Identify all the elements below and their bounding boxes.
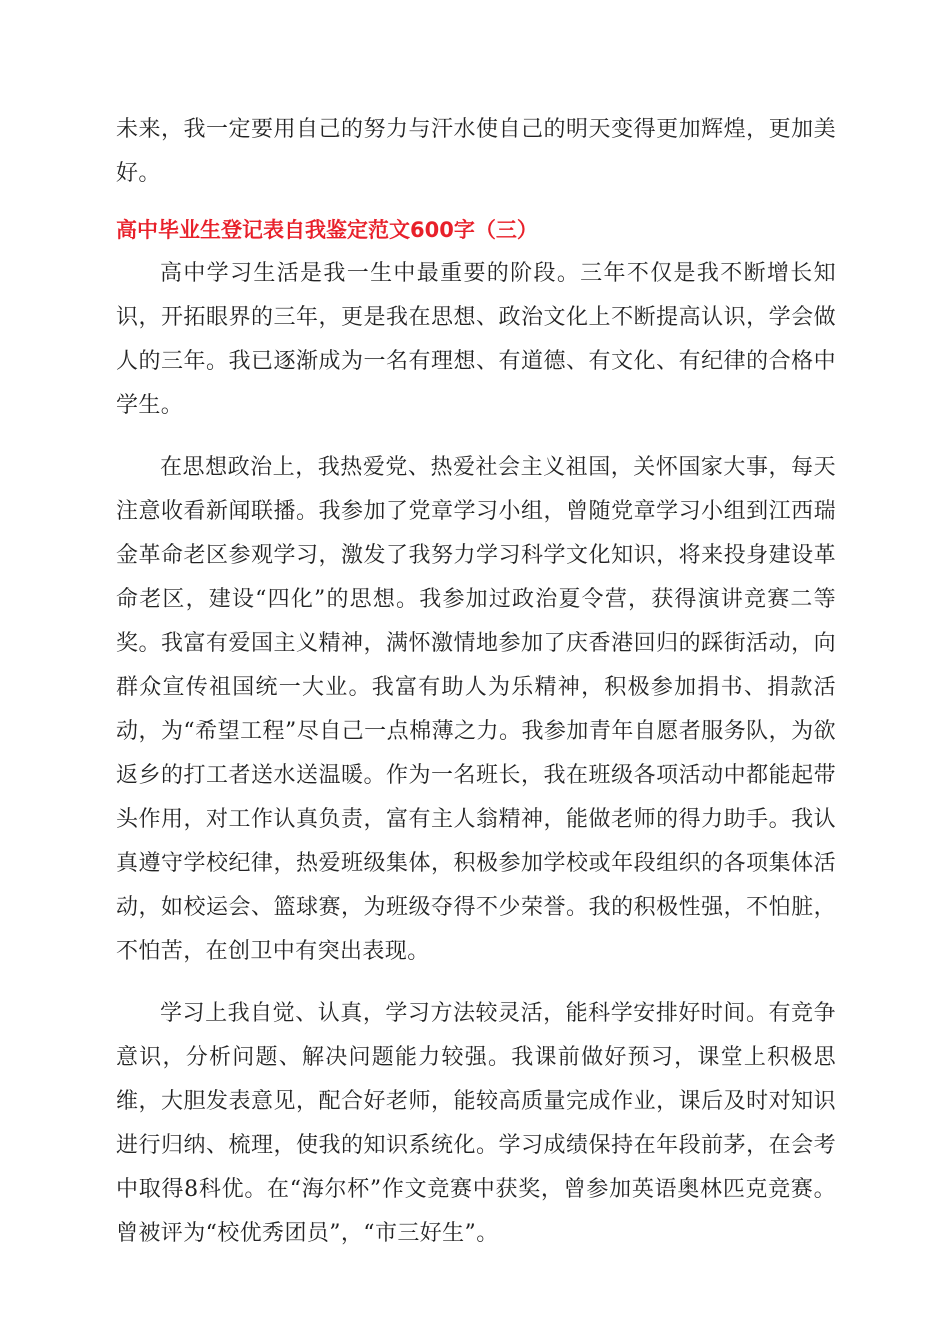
document-body xyxy=(116,108,836,1256)
paragraph-3: 学习上我自觉、认真，学习方法较灵活，能科学安排好时间。有竞争意识，分析问题、解决问题能力较强。我课前做好预习，课堂上积极思维，大胆发表意见，配合好老师，能较高质量完成作业，课后及时对知识进行归纳、梳理，使我的知识系统化。学习成绩保持在年段前茅，在会考中取得8科优。在“海尔杯”作文竞赛中获奖，曾参加英语奥林匹克竞赛。曾被评为“校优秀团员”，“市三好生”。 xyxy=(116,1001,836,1246)
paragraph-2: 在思想政治上，我热爱党、热爱社会主义祖国，关怀国家大事，每天注意收看新闻联播。我参加了党章学习小组，曾随党章学习小组到江西瑞金革命老区参观学习，激发了我努力学习科学文化知识，将来投身建设革命老区，建设“四化”的思想。我参加过政治夏令营，获得演讲竞赛二等奖。我富有爱国主义精神，满怀激情地参加了庆香港回归的踩街活动，向群众宣传祖国统一大业。我富有助人为乐精神，积极参加捐书、捐款活动，为“希望工程”尽自己一点棉薄之力。我参加青年自愿者服务队，为欲返乡的打工者送水送温暖。作为一名班长，我在班级各项活动中都能起带头作用，对工作认真负责，富有主人翁精神，能做老师的得力助手。我认真遵守学校纪律，热爱班级集体，积极参加学校或年段组织的各项集体活动，如校运会、篮球赛，为班级夺得不少荣誉。我的积极性强，不怕脏，不怕苦，在创卫中有突出表现。 xyxy=(116,455,836,964)
intro-paragraph: 未来，我一定要用自己的努力与汗水使自己的明天变得更加辉煌，更加美好。 xyxy=(116,117,836,186)
section-heading: 高中毕业生登记表自我鉴定范文600字（三） xyxy=(116,218,538,242)
paragraph-1: 高中学习生活是我一生中最重要的阶段。三年不仅是我不断增长知识，开拓眼界的三年，更是我在思想、政治文化上不断提高认识，学会做人的三年。我已逐渐成为一名有理想、有道德、有文化、有纪律的合格中学生。 xyxy=(116,261,836,418)
